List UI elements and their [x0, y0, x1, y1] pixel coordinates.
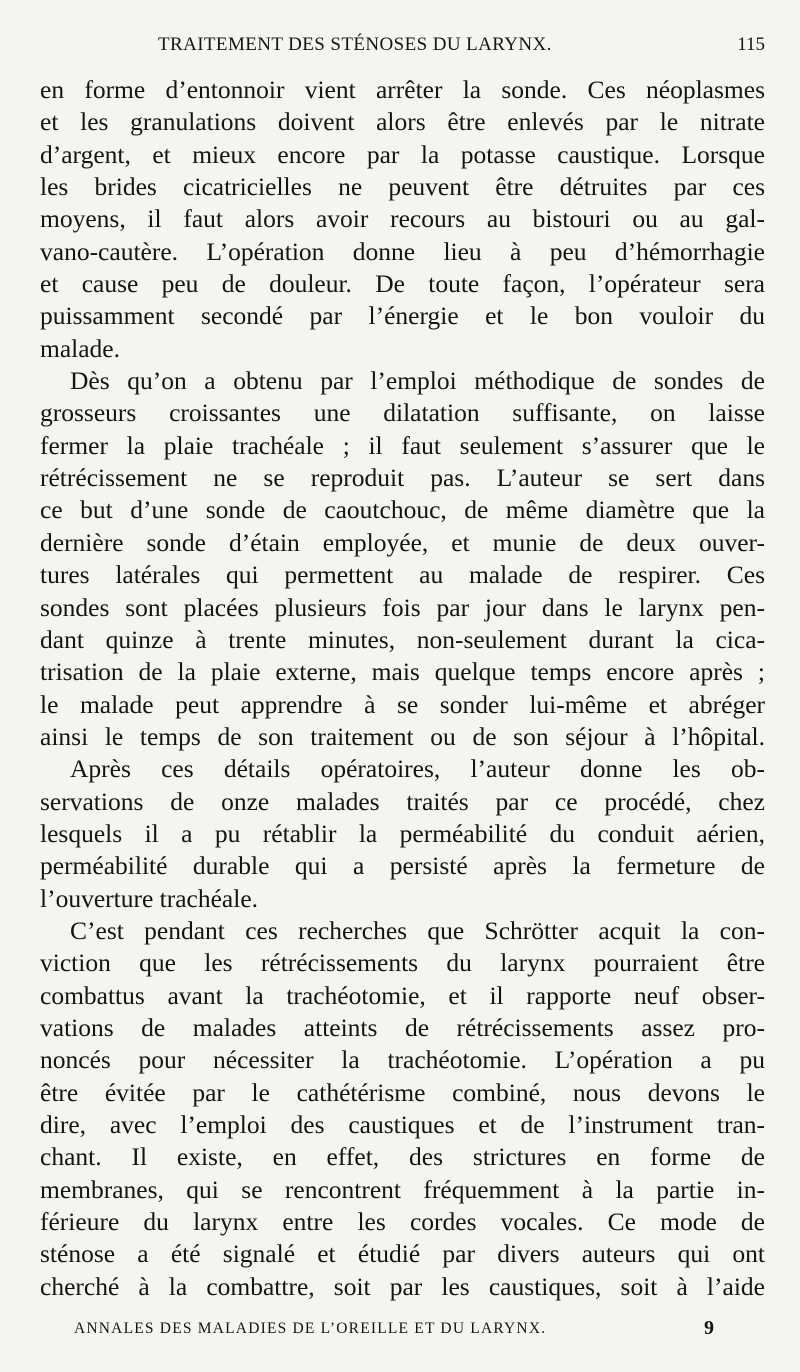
text-line: dant quinze à trente minutes, non-seulement durant la cica- — [40, 624, 765, 654]
text-line: malade. — [40, 333, 120, 363]
text-line: moyens, il faut alors avoir recours au bistouri ou au gal- — [40, 204, 765, 234]
text-line: vano-cautère. L’opération donne lieu à peu d’hémorrhagie — [40, 236, 765, 266]
page-number: 115 — [737, 34, 765, 55]
body-text — [40, 74, 765, 1303]
text-line: d’argent, et mieux encore par la potasse caustique. Lorsque — [40, 139, 765, 169]
text-line: rétrécissement ne se reproduit pas. L’auteur se sert dans — [40, 463, 765, 493]
text-line: les brides cicatricielles ne peuvent être détruites par ces — [40, 172, 765, 202]
text-line: sondes sont placées plusieurs fois par jour dans le larynx pen- — [40, 592, 765, 622]
page-header — [40, 34, 765, 62]
text-line: dernière sonde d’étain employée, et munie de deux ouver- — [40, 527, 765, 557]
text-line: grosseurs croissantes une dilatation suffisante, on laisse — [40, 398, 765, 428]
text-line: vations de malades atteints de rétrécissements assez pro- — [40, 1012, 765, 1042]
text-line: dire, avec l’emploi des caustiques et de l’instrument tran- — [40, 1110, 765, 1139]
paragraph-start-line: Après ces détails opératoires, l’auteur donne les ob- — [70, 754, 765, 784]
text-line: cherché à la combattre, soit par les caustiques, soit à l’aide — [40, 1271, 765, 1301]
text-line: chant. Il existe, en effet, des strictures en forme de — [40, 1142, 765, 1172]
text-line: et les granulations doivent alors être enlevés par le nitrate — [40, 107, 765, 137]
text-line: fermer la plaie trachéale ; il faut seulement s’assurer que le — [40, 430, 765, 460]
signature-number: 9 — [704, 1317, 714, 1339]
text-line: membranes, qui se rencontrent fréquemment à la partie in- — [40, 1174, 765, 1204]
text-line: et cause peu de douleur. De toute façon, l’opérateur sera — [40, 269, 765, 299]
text-line: combattus avant la trachéotomie, et il rapporte neuf obser- — [40, 980, 765, 1010]
text-line: lesquels il a pu rétablir la perméabilité du conduit aérien, — [40, 818, 765, 848]
text-line: le malade peut apprendre à se sonder lui-même et abréger — [40, 689, 765, 719]
text-line: férieure du larynx entre les cordes vocales. Ce mode de — [40, 1207, 765, 1237]
text-line: ce but d’une sonde de caoutchouc, de même diamètre que la — [40, 495, 765, 525]
text-line: être évitée par le cathétérisme combiné, nous devons le — [40, 1077, 765, 1107]
paragraph-start-line: C’est pendant ces recherches que Schrötter acquit la con- — [70, 915, 765, 945]
text-line: perméabilité durable qui a persisté après la fermeture de — [40, 851, 765, 881]
page-footer — [74, 1317, 714, 1344]
text-line: en forme d’entonnoir vient arrêter la sonde. Ces néoplasmes — [40, 75, 765, 104]
running-head: TRAITEMENT DES STÉNOSES DU LARYNX. — [158, 34, 552, 55]
text-line: noncés pour nécessiter la trachéotomie. L’opération a pu — [40, 1045, 765, 1075]
text-line: tures latérales qui permettent au malade de respirer. Ces — [40, 560, 765, 590]
signature-mark: ANNALES DES MALADIES DE L’OREILLE ET DU LARYNX. — [74, 1320, 547, 1337]
text-line: ainsi le temps de son traitement ou de son séjour à l’hôpital. — [40, 721, 765, 751]
text-line: viction que les rétrécissements du larynx pourraient être — [40, 948, 765, 978]
text-line: trisation de la plaie externe, mais quelque temps encore après ; — [40, 657, 765, 687]
text-line: sténose a été signalé et étudié par divers auteurs qui ont — [40, 1239, 765, 1269]
text-line: puissamment secondé par l’énergie et le bon vouloir du — [40, 301, 765, 331]
text-line: servations de onze malades traités par ce procédé, chez — [40, 786, 765, 816]
paragraph-start-line: Dès qu’on a obtenu par l’emploi méthodique de sondes de — [70, 366, 765, 396]
text-line: l’ouverture trachéale. — [40, 883, 259, 913]
